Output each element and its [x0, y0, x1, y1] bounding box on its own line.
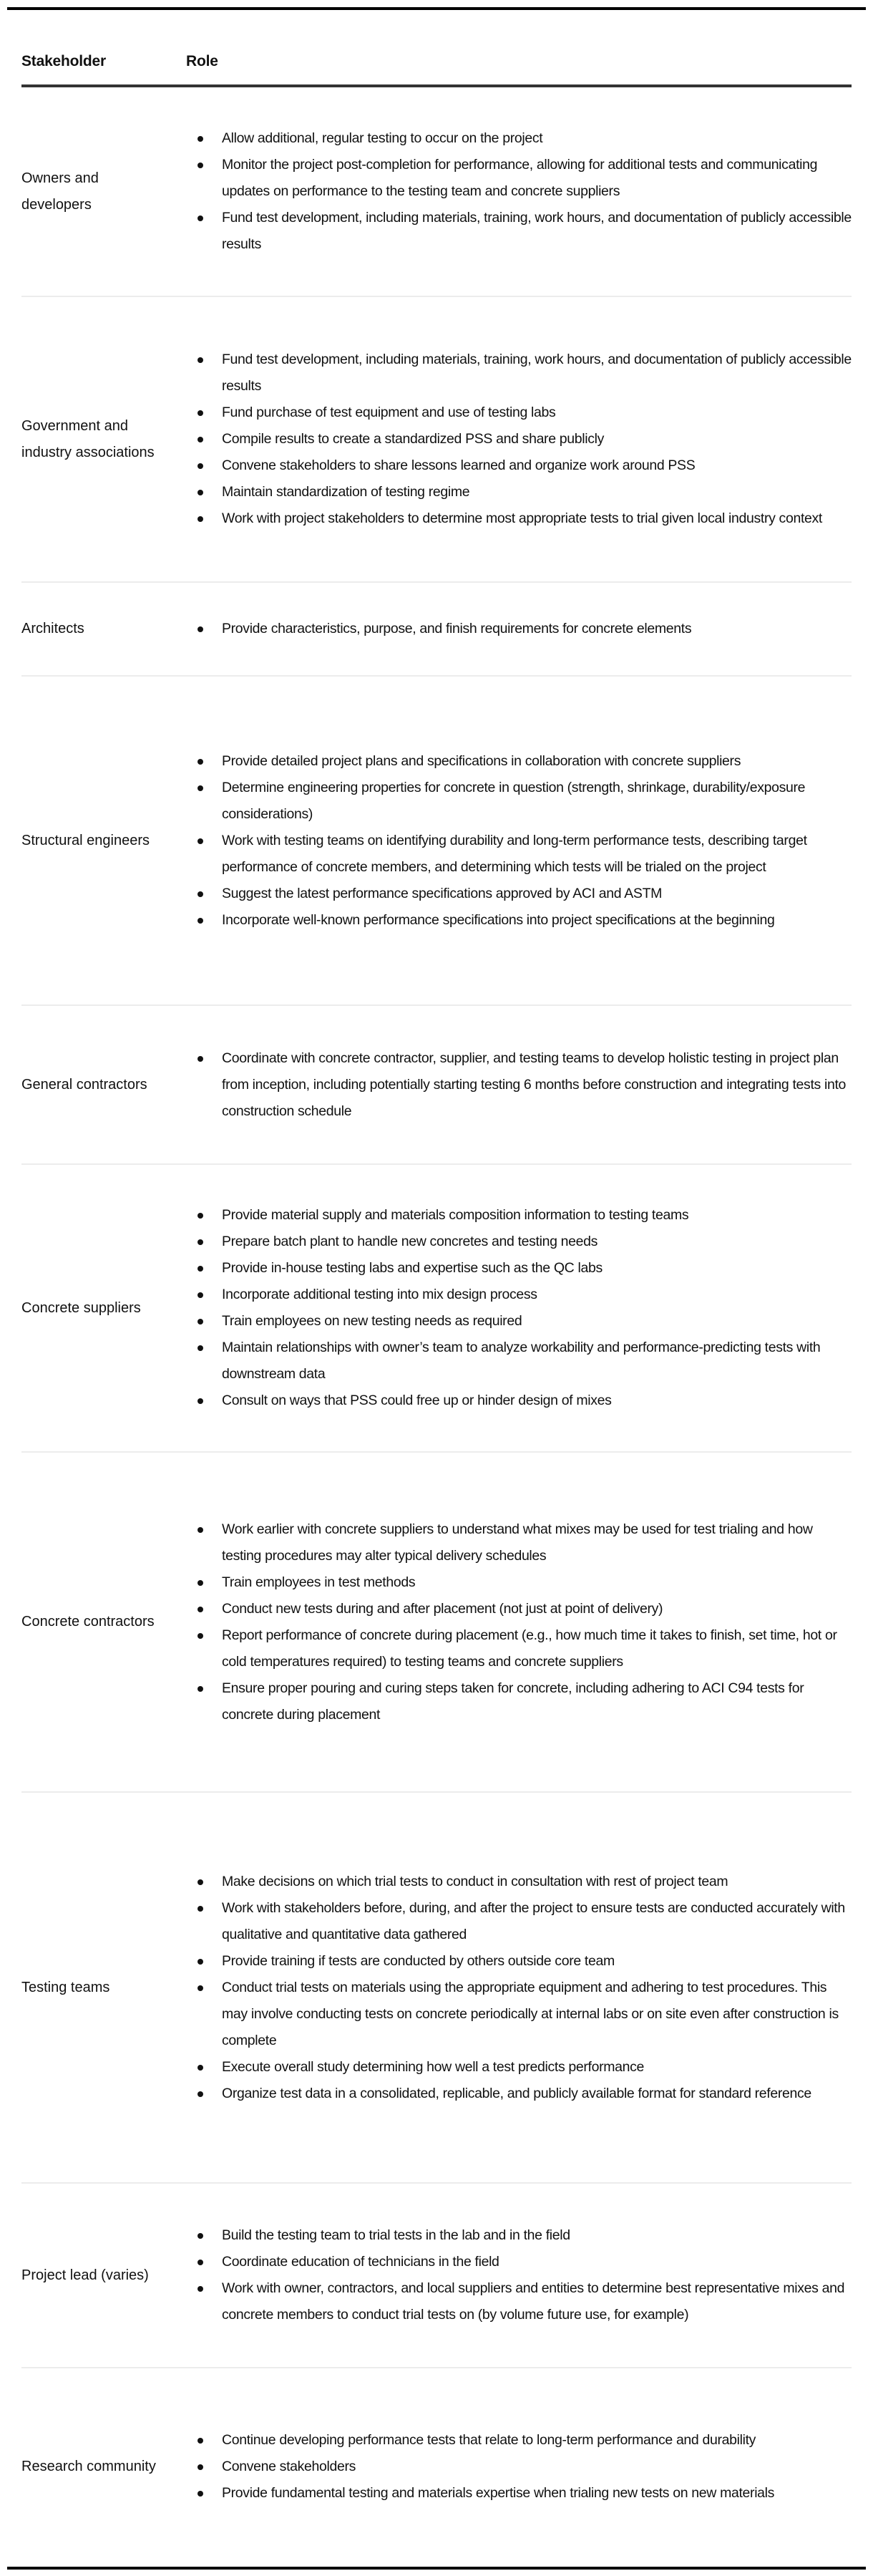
role-item [222, 1622, 852, 1675]
role-text: Fund test development, including materials, training, work hours, and documentation of publicly accessible results [222, 210, 852, 252]
role-text: Fund purchase of test equipment and use of testing labs [222, 405, 556, 420]
bullet-icon [197, 1527, 203, 1533]
stakeholder-cell: Project lead (varies) [21, 2267, 149, 2283]
table-row [21, 1006, 852, 1165]
role-item [222, 828, 852, 881]
role-text: Work with project stakeholders to determine most appropriate tests to trial given local industry context [222, 510, 822, 526]
bullet-icon [197, 1266, 203, 1272]
bullet-icon [197, 516, 203, 522]
header-role: Role [186, 53, 218, 69]
stakeholder-cell: General contractors [21, 1076, 147, 1093]
table-row [21, 1793, 852, 2184]
role-list [186, 125, 852, 258]
bullet-icon [197, 1398, 203, 1404]
role-item [222, 1596, 852, 1622]
role-text: Monitor the project post-completion for performance, allowing for additional tests and communicating updates on performance to the testing team and concrete suppliers [222, 157, 818, 199]
role-item [222, 400, 852, 426]
role-item [222, 1282, 852, 1308]
role-item [222, 907, 852, 934]
bullet-icon [197, 2065, 203, 2071]
bullet-icon [197, 759, 203, 765]
role-item [222, 452, 852, 479]
bullet-icon [197, 437, 203, 442]
role-text: Conduct new tests during and after placement (not just at point of delivery) [222, 1600, 663, 1617]
role-item [222, 426, 852, 452]
table-row [21, 2184, 852, 2368]
bullet-icon [197, 1959, 203, 1965]
role-text: Convene stakeholders [222, 2459, 356, 2474]
bullet-icon [197, 626, 203, 632]
role-item [222, 125, 852, 152]
bullet-icon [197, 1580, 203, 1586]
role-item [222, 2454, 852, 2480]
role-item [222, 1308, 852, 1335]
bullet-icon [197, 1056, 203, 1062]
role-item [222, 1516, 852, 1569]
role-item [222, 347, 852, 400]
role-item [222, 2275, 852, 2328]
role-item [222, 775, 852, 828]
role-text: Ensure proper pouring and curing steps taken for concrete, including adhering to ACI C94 tests for concrete during placement [222, 1680, 804, 1723]
role-item [222, 1948, 852, 1975]
role-list [186, 347, 852, 532]
bullet-icon [197, 918, 203, 924]
role-item [222, 1388, 852, 1414]
bullet-icon [197, 2091, 203, 2097]
bullet-icon [197, 136, 203, 142]
bullet-icon [197, 490, 203, 495]
role-list [186, 1202, 852, 1414]
table-row [21, 297, 852, 583]
stakeholder-cell: Concrete suppliers [21, 1299, 141, 1316]
bullet-icon [197, 1292, 203, 1298]
stakeholder-cell: Structural engineers [21, 832, 150, 848]
bullet-icon [197, 838, 203, 844]
role-text: Maintain standardization of testing regime [222, 484, 470, 500]
role-text: Provide characteristics, purpose, and finish requirements for concrete elements [222, 621, 692, 636]
role-item [222, 152, 852, 205]
table-row [21, 1453, 852, 1793]
role-item [222, 2081, 852, 2107]
table-body [21, 87, 852, 2565]
bullet-icon [197, 1633, 203, 1639]
role-list [186, 2427, 852, 2507]
role-item [222, 1335, 852, 1388]
role-item [222, 881, 852, 907]
role-text: Allow additional, regular testing to occur on the project [222, 130, 543, 146]
role-text: Maintain relationships with owner’s team to analyze workability and performance-predicting tests with downstream data [222, 1340, 821, 1382]
stakeholder-cell: Owners and developers [21, 170, 99, 213]
table-row [21, 2368, 852, 2565]
table-row [21, 1165, 852, 1453]
table-row [21, 87, 852, 297]
stakeholder-cell: Concrete contractors [21, 1614, 155, 1630]
bullet-icon [197, 463, 203, 469]
role-text: Train employees in test methods [222, 1574, 416, 1590]
role-list [186, 1045, 852, 1125]
role-text: Provide training if tests are conducted by others outside core team [222, 1952, 615, 1969]
role-list [186, 2222, 852, 2328]
role-text: Convene stakeholders to share lessons learned and organize work around PSS [222, 457, 696, 473]
bullet-icon [197, 1239, 203, 1245]
bullet-icon [197, 1607, 203, 1612]
table-row [21, 583, 852, 677]
bullet-icon [197, 1345, 203, 1351]
bullet-icon [197, 2260, 203, 2265]
role-list [186, 1516, 852, 1728]
bullet-icon [197, 2286, 203, 2292]
role-item [222, 2222, 852, 2249]
role-text: Provide material supply and materials composition information to testing teams [222, 1207, 689, 1223]
role-text: Make decisions on which trial tests to conduct in consultation with rest of project team [222, 1873, 728, 1889]
bullet-icon [197, 163, 203, 168]
role-text: Conduct trial tests on materials using the appropriate equipment and adhering to test procedures. This may involve conducting tests on concrete periodically at internal labs or on site even after construction is complete [222, 1979, 839, 2048]
role-text: Organize test data in a consolidated, replicable, and publicly available format for standard reference [222, 2085, 811, 2101]
bullet-icon [197, 1686, 203, 1692]
role-text: Work with owner, contractors, and local suppliers and entities to determine best representative mixes and concrete members to conduct trial tests on (by volume future use, for example) [222, 2280, 845, 2323]
role-item [222, 1255, 852, 1282]
role-text: Work earlier with concrete suppliers to understand what mixes may be used for test trialing and how testing procedures may alter typical delivery schedules [222, 1521, 813, 1564]
role-text: Work with testing teams on identifying durability and long-term performance tests, describing target performance of concrete members, and determining which tests will be trialed on the project [222, 832, 807, 875]
role-text: Prepare batch plant to handle new concretes and testing needs [222, 1234, 598, 1249]
bullet-icon [197, 785, 203, 791]
role-text: Provide in-house testing labs and expertise such as the QC labs [222, 1260, 603, 1276]
role-item [222, 2480, 852, 2507]
bullet-icon [197, 891, 203, 897]
role-text: Execute overall study determining how well a test predicts performance [222, 2058, 645, 2075]
role-item [222, 1045, 852, 1125]
bullet-icon [197, 1213, 203, 1219]
role-item [222, 1569, 852, 1596]
stakeholder-cell: Government and industry associations [21, 417, 155, 460]
role-item [222, 2427, 852, 2454]
role-item [222, 1975, 852, 2054]
role-list [186, 1869, 852, 2107]
role-item [222, 1675, 852, 1728]
role-text: Coordinate with concrete contractor, supplier, and testing teams to develop holistic testing in project plan from inception, including potentially starting testing 6 months before construction and integrating tests into construction schedule [222, 1050, 847, 1119]
role-item [222, 505, 852, 532]
role-item [222, 748, 852, 775]
role-item [222, 1202, 852, 1229]
role-text: Build the testing team to trial tests in the lab and in the field [222, 2227, 570, 2243]
bullet-icon [197, 216, 203, 221]
bullet-icon [197, 1985, 203, 1991]
role-item [222, 479, 852, 505]
table-row [21, 677, 852, 1006]
role-item [222, 616, 852, 642]
bullet-icon [197, 1319, 203, 1325]
role-item [222, 2054, 852, 2081]
bullet-icon [197, 2233, 203, 2239]
role-text: Compile results to create a standardized PSS and share publicly [222, 431, 604, 447]
role-list [186, 616, 852, 642]
bullet-icon [197, 2438, 203, 2444]
role-text: Continue developing performance tests that relate to long-term performance and durability [222, 2432, 756, 2448]
role-list [186, 748, 852, 934]
role-text: Work with stakeholders before, during, and after the project to ensure tests are conducted accurately with qualitative and quantitative data gathered [222, 1899, 845, 1942]
role-text: Report performance of concrete during placement (e.g., how much time it takes to finish, set time, hot or cold temperatures required) to testing teams and concrete suppliers [222, 1627, 837, 1670]
role-text: Determine engineering properties for concrete in question (strength, shrinkage, durability/exposure considerations) [222, 779, 806, 822]
role-item [222, 1229, 852, 1255]
stakeholder-cell: Research community [21, 2459, 156, 2474]
table-header [21, 10, 852, 87]
role-text: Consult on ways that PSS could free up or hinder design of mixes [222, 1393, 612, 1408]
bullet-icon [197, 2464, 203, 2470]
role-item [222, 1869, 852, 1895]
stakeholder-cell: Testing teams [21, 1979, 110, 1995]
stakeholder-roles-table [21, 10, 852, 2565]
role-text: Suggest the latest performance specifications approved by ACI and ASTM [222, 885, 663, 901]
role-text: Train employees on new testing needs as required [222, 1313, 522, 1329]
role-text: Provide fundamental testing and materials expertise when trialing new tests on new materials [222, 2485, 775, 2501]
bullet-icon [197, 1879, 203, 1885]
bullet-icon [197, 357, 203, 363]
header-stakeholder: Stakeholder [21, 53, 107, 69]
bullet-icon [197, 1906, 203, 1912]
role-item [222, 1895, 852, 1948]
role-item [222, 205, 852, 258]
role-text: Provide detailed project plans and specifications in collaboration with concrete suppliers [222, 752, 741, 769]
role-text: Incorporate well-known performance specifications into project specifications at the beginning [222, 911, 775, 928]
stakeholder-cell: Architects [21, 621, 84, 636]
bullet-icon [197, 2491, 203, 2497]
bullet-icon [197, 410, 203, 416]
role-text: Fund test development, including materials, training, work hours, and documentation of publicly accessible results [222, 352, 852, 394]
role-item [222, 2249, 852, 2275]
role-text: Incorporate additional testing into mix design process [222, 1287, 537, 1302]
role-text: Coordinate education of technicians in the field [222, 2254, 499, 2270]
